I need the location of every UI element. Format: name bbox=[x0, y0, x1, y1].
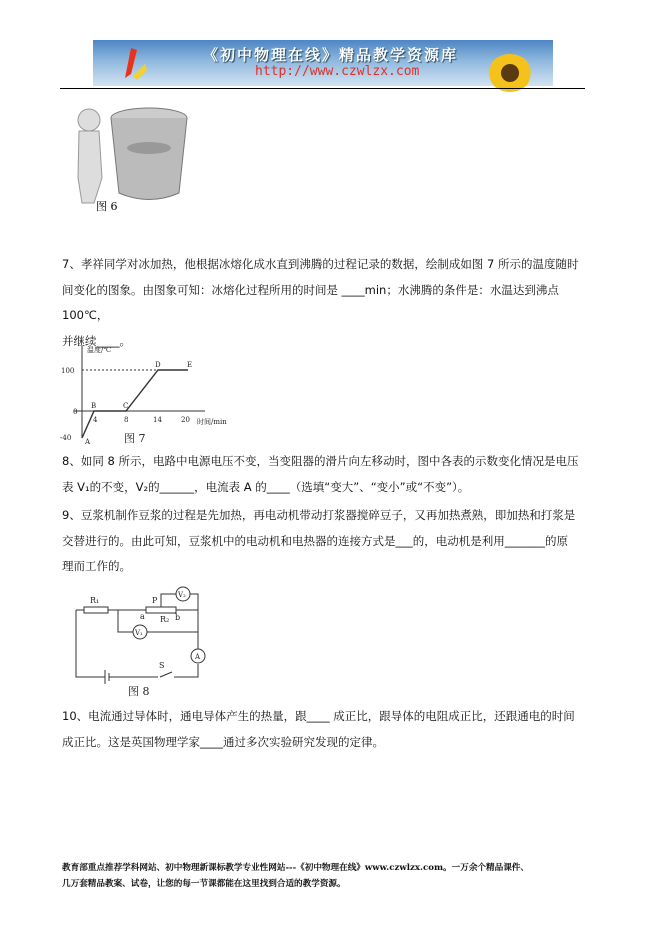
question-7-line: 间变化的图象。由图象可知：冰熔化过程所用的时间是 ____min；水沸腾的条件是：水温达到沸点 100℃， bbox=[62, 282, 559, 322]
header-divider bbox=[60, 88, 585, 89]
figure-8-caption: 图 8 bbox=[128, 685, 150, 698]
v1-label: V₁ bbox=[135, 629, 143, 637]
question-8 bbox=[62, 449, 587, 500]
b-label: b bbox=[175, 613, 181, 622]
r2-label: R₂ bbox=[160, 615, 170, 624]
question-9-line: 9、豆浆机制作豆浆的过程是先加热，再电动机带动打浆器搅碎豆子，又再加热煮熟，即加热和打浆是 bbox=[62, 508, 576, 522]
banner-title: 《初中物理在线》精品教学资源库 bbox=[203, 46, 459, 64]
banner-url: http://www.czwlzx.com bbox=[255, 64, 420, 79]
x-tick: 8 bbox=[124, 416, 129, 424]
switch-label: S bbox=[159, 661, 165, 670]
footer bbox=[62, 860, 592, 892]
footer-line: 几万套精品教案、试卷，让您的每一节课都能在这里找到合适的教学资源。 bbox=[62, 879, 346, 889]
x-axis-label: 时间/min bbox=[197, 418, 227, 426]
question-7-line: 7、孝祥同学对冰加热，他根据冰熔化成水直到沸腾的过程记录的数据，绘制成如图 7 所示的温度随时 bbox=[62, 257, 579, 271]
question-10-line: 成正比。这是英国物理学家____通过多次实验研究发现的定律。 bbox=[62, 734, 384, 749]
ammeter-label: A bbox=[195, 653, 201, 661]
question-8-line: 表 V₁的不变，V₂的______，电流表 A 的____（选填“变大”、“变小”或“不变”）。 bbox=[62, 479, 470, 494]
footer-line: 教育部重点推荐学科网站、初中物理新课标教学专业性网站---《初中物理在线》www.czwlzx.com。一万余个精品课件、 bbox=[62, 863, 529, 873]
y-tick: 0 bbox=[73, 408, 78, 416]
a-label: a bbox=[140, 612, 145, 621]
p-label: P bbox=[152, 596, 158, 605]
point-label: E bbox=[187, 361, 193, 369]
y-axis-label: 温度/℃ bbox=[87, 346, 112, 354]
figure-6-caption: 图 6 bbox=[96, 200, 118, 213]
figure-6 bbox=[64, 98, 199, 218]
y-tick: 100 bbox=[61, 367, 75, 375]
question-9-line: 交替进行的。由此可知，豆浆机中的电动机和电热器的连接方式是___的，电动机是利用_______的原 bbox=[62, 533, 568, 548]
question-7-line: 并继续____。 bbox=[62, 333, 131, 348]
r1-label: R₁ bbox=[90, 596, 100, 605]
question-7 bbox=[62, 252, 587, 354]
x-tick: 4 bbox=[93, 416, 98, 424]
header-banner bbox=[93, 40, 553, 86]
x-tick: 14 bbox=[153, 416, 162, 424]
figure-7-graph bbox=[60, 340, 227, 450]
temperature-curve bbox=[82, 370, 188, 438]
v2-label: V₂ bbox=[178, 591, 186, 599]
y-tick: -40 bbox=[60, 434, 72, 442]
question-8-line: 8、如同 8 所示，电路中电源电压不变，当变阻器的滑片向左移动时，图中各表的示数变化情况是电压 bbox=[62, 454, 579, 468]
point-label: C bbox=[123, 402, 129, 410]
question-9-line: 理而工作的。 bbox=[62, 559, 131, 573]
figure-7-caption: 图 7 bbox=[124, 432, 146, 445]
question-10 bbox=[62, 704, 587, 755]
resistor-r1 bbox=[84, 607, 108, 613]
question-10-line: 10、电流通过导体时，通电导体产生的热量，跟____ 成正比，跟导体的电阻成正比，还跟通电的时间 bbox=[62, 709, 575, 723]
point-label: A bbox=[85, 438, 91, 446]
point-label: B bbox=[91, 402, 97, 410]
question-9 bbox=[62, 503, 587, 580]
figure-8-circuit bbox=[60, 582, 220, 700]
x-tick: 20 bbox=[181, 416, 190, 424]
sunflower-icon bbox=[488, 54, 532, 92]
point-label: D bbox=[155, 361, 161, 369]
site-logo-icon bbox=[123, 48, 147, 82]
rheostat-r2 bbox=[146, 607, 176, 613]
